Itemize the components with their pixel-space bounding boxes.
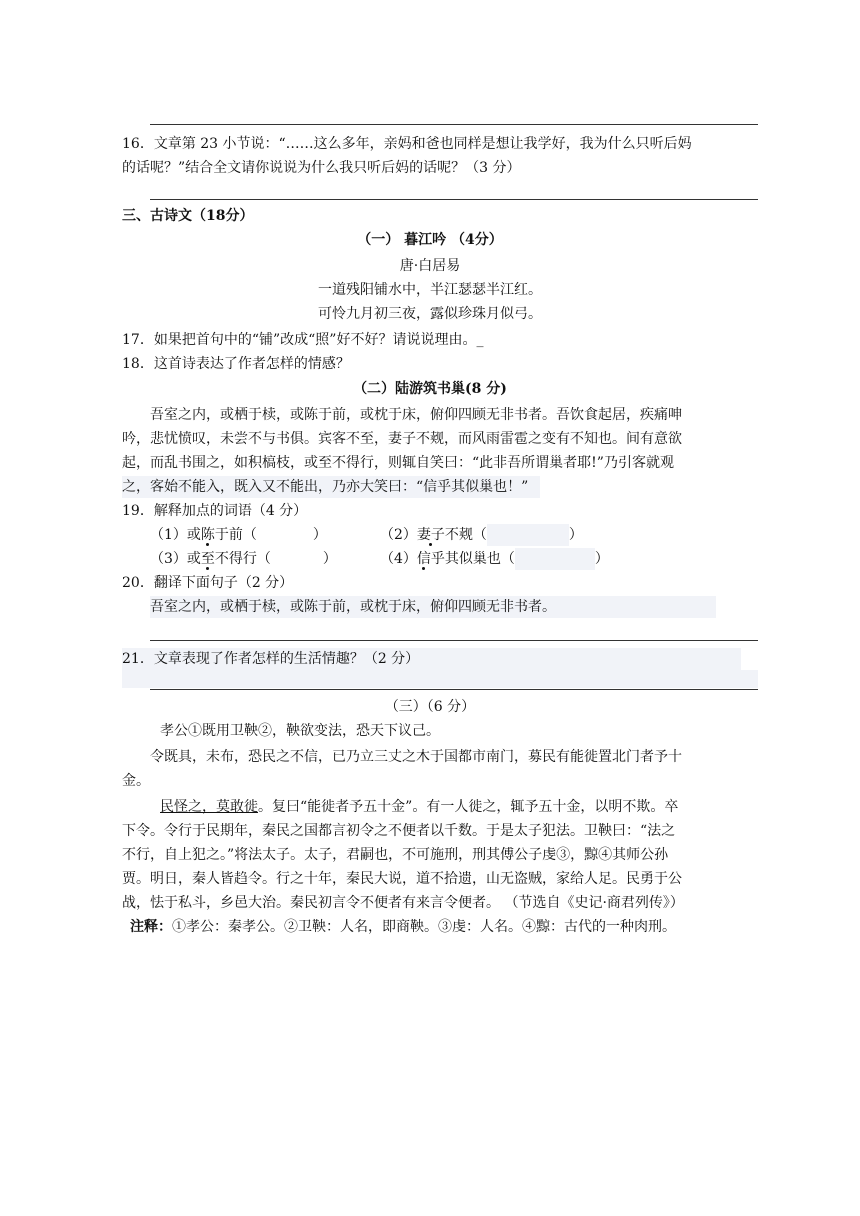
q19-item-4: （4）信乎其似巢也（ ） — [380, 548, 609, 570]
passage-2-line-3: 起，而乱书围之，如积槁枝，或至不得行，则辄自笑曰：“此非吾所谓巢者耶!”乃引客就观 — [122, 455, 674, 471]
notes-label: 注释： — [130, 919, 172, 935]
passage-3-notes: 注释：①孝公：秦孝公。②卫鞅：人名，即商鞅。③虔：人名。④黥：古代的一种肉刑。 — [130, 919, 676, 935]
passage-2-heading: （二）陆游筑书巢(8 分) — [353, 381, 507, 397]
section-3-title: 三、古诗文（18分） — [122, 208, 254, 224]
passage-3-line-1: 孝公①既用卫鞅②，鞅欲变法，恐天下议己。 — [160, 723, 440, 739]
poem-heading: （一） 暮江吟 （4分） — [357, 232, 503, 248]
answer-blank[interactable] — [487, 524, 569, 546]
dotted-word: 信 — [416, 551, 431, 567]
q17: 17．如果把首句中的“铺”改成“照”好不好？请说说理由。_ — [122, 332, 484, 348]
passage-3-line-3: 金。 — [122, 773, 150, 789]
answer-line — [150, 689, 758, 690]
answer-area — [122, 670, 758, 688]
dotted-word: 妻子 — [416, 527, 445, 543]
dotted-word: 陈 — [200, 527, 215, 543]
q19-item-1: （1）或陈于前（ ） — [150, 527, 327, 543]
passage-3-line-5: 下令。令行于民期年，秦民之国都言初令之不便者以千数。于是太子犯法。卫鞅曰：“法之 — [122, 823, 676, 839]
q18: 18．这首诗表达了作者怎样的情感？ — [122, 356, 350, 372]
answer-line — [150, 640, 758, 641]
passage-2-line-4: 之，客始不能入，既入又不能出，乃亦大笑曰：“信乎其似巢也！” — [122, 476, 540, 498]
answer-line — [150, 124, 758, 125]
underlined-sentence: 民怪之，莫敢徙 — [160, 799, 258, 815]
answer-line — [150, 199, 758, 200]
passage-3-line-6: 不行，自上犯之。”将法太子。太子，君嗣也，不可施刑，刑其傅公子虔③，黥④其师公孙 — [122, 847, 669, 863]
q19-item-2: （2）妻子不觌（ ） — [380, 524, 583, 546]
poem-line-2: 可怜九月初三夜，露似珍珠月似弓。 — [318, 306, 542, 322]
passage-3-line-8: 战，怯于私斗，乡邑大治。秦民初言令不便者有来言令便者。 （节选自《史记·商君列传》） — [122, 895, 684, 911]
poem-line-1: 一道残阳铺水中，半江瑟瑟半江红。 — [318, 282, 542, 298]
passage-3-heading: （三）（6 分） — [384, 699, 476, 715]
q19-title: 19．解释加点的词语（4 分） — [122, 503, 308, 519]
dotted-word: 至 — [200, 551, 215, 567]
passage-3-line-7: 贾。明日，秦人皆趋令。行之十年，秦民大说，道不拾遗，山无盗贼，家给人足。民勇于公 — [122, 871, 682, 887]
answer-blank[interactable] — [515, 548, 595, 570]
q16-line-1: 16．文章第 23 小节说：“……这么多年，亲妈和爸也同样是想让我学好，我为什么只听后妈 — [122, 136, 692, 152]
q16-line-2: 的话呢？”结合全文请你说说为什么我只听后妈的话呢？（3 分） — [122, 160, 521, 176]
q20-title: 20．翻译下面句子（2 分） — [122, 575, 294, 591]
q21: 21．文章表现了作者怎样的生活情趣？（2 分） — [122, 648, 741, 670]
passage-3-line-2: 令既具，未布，恐民之不信，已乃立三丈之木于国都市南门，募民有能徙置北门者予十 — [150, 749, 682, 765]
q19-item-3: （3）或至不得行（ ） — [150, 551, 337, 567]
passage-2-line-2: 吟，悲忧愤叹，未尝不与书俱。宾客不至，妻子不觌，而风雨雷雹之变有不知也。间有意欲 — [122, 431, 682, 447]
q20-sentence: 吾室之内，或栖于椟，或陈于前，或枕于床，俯仰四顾无非书者。 — [150, 596, 716, 618]
passage-2-line-1: 吾室之内，或栖于椟，或陈于前，或枕于床，俯仰四顾无非书者。吾饮食起居，疾痛呻 — [150, 407, 682, 423]
passage-3-line-4: 民怪之，莫敢徙。复曰“能徙者予五十金”。有一人徙之，辄予五十金，以明不欺。卒 — [160, 799, 679, 815]
poem-author: 唐·白居易 — [399, 258, 461, 274]
